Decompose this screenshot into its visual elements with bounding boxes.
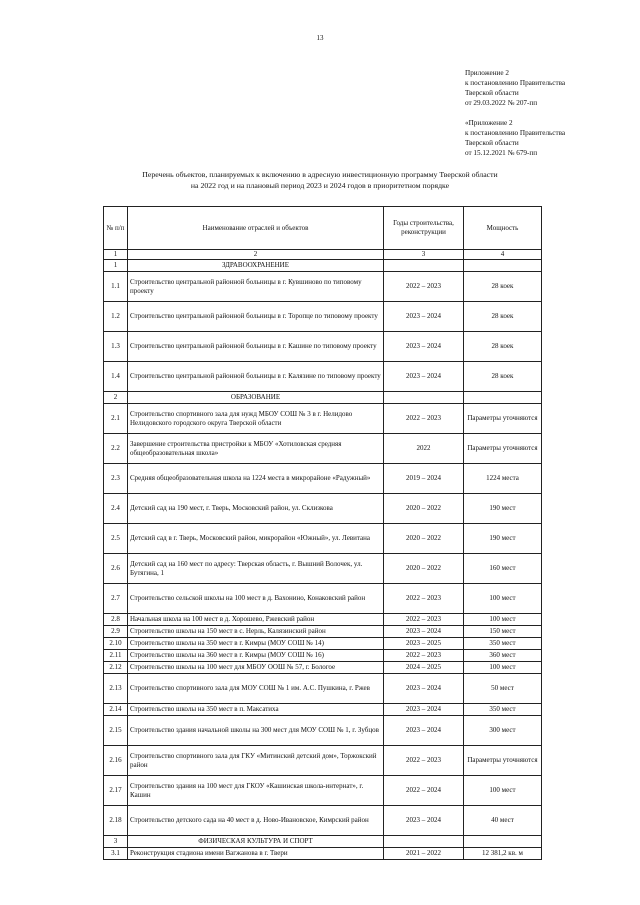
row-years: 2022 – 2023 [384,746,464,776]
row-capacity: 100 мест [464,662,542,674]
row-name: Строительство спортивного зала для МОУ СОШ № 1 им. А.С. Пушкина, г. Ржев [128,674,384,704]
table-row [104,554,542,584]
section-row [104,260,542,272]
table-row [104,524,542,554]
header-name: Наименование отраслей и объектов [128,207,384,250]
row-number: 2.6 [104,554,128,584]
table-row [104,848,542,860]
row-name: Детский сад в г. Тверь, Московский район, микрорайон «Южный», ул. Левитана [128,524,384,554]
column-number: 4 [464,250,542,260]
row-capacity: 190 мест [464,494,542,524]
table-row [104,674,542,704]
row-number: 3 [104,836,128,848]
row-name: Строительство школы на 100 мест для МБОУ ООШ № 57, г. Бологое [128,662,384,674]
row-capacity: 350 мест [464,638,542,650]
row-name: Строительство спортивного зала для ГКУ «Митинский детский дом», Торжокский район [128,746,384,776]
row-years: 2023 – 2024 [384,806,464,836]
row-number: 2.3 [104,464,128,494]
row-number: 2.1 [104,404,128,434]
column-number: 3 [384,250,464,260]
row-name: Детский сад на 160 мест по адресу: Тверская область, г. Вышний Волочек, ул. Бутягина, 1 [128,554,384,584]
row-years: 2023 – 2024 [384,332,464,362]
row-capacity: 150 мест [464,626,542,638]
table-row [104,272,542,302]
row-capacity: 28 коек [464,272,542,302]
row-name: Строительство школы на 350 мест в г. Кимры (МОУ СОШ № 14) [128,638,384,650]
row-years: 2023 – 2024 [384,716,464,746]
table-row [104,704,542,716]
row-capacity: 40 мест [464,806,542,836]
row-number: 2.9 [104,626,128,638]
page-number: 13 [316,34,324,42]
section-name: ЗДРАВООХРАНЕНИЕ [128,260,384,272]
row-number: 2 [104,392,128,404]
row-number: 2.7 [104,584,128,614]
row-years: 2020 – 2022 [384,494,464,524]
appendix-line: от 15.12.2021 № 679-пп [465,149,538,157]
row-years [384,260,464,272]
row-capacity: 190 мест [464,524,542,554]
table-row [104,626,542,638]
row-number: 1.4 [104,362,128,392]
table-body [104,260,542,860]
row-number: 3.1 [104,848,128,860]
row-capacity: 28 коек [464,302,542,332]
objects-table [103,206,542,860]
row-capacity: 160 мест [464,554,542,584]
row-years: 2022 – 2023 [384,650,464,662]
table-row [104,302,542,332]
table-row [104,494,542,524]
table-row [104,806,542,836]
row-years: 2023 – 2024 [384,302,464,332]
title-line: Перечень объектов, планируемых к включению в адресную инвестиционную программу Тверской области [142,170,498,179]
document-title [100,169,540,191]
row-name: Завершение строительства пристройки к МБОУ «Хотиловская средняя общеобразовательная школа» [128,434,384,464]
row-capacity: Параметры уточняются [464,746,542,776]
row-name: Строительство школы на 150 мест в с. Нерль, Калязинский район [128,626,384,638]
row-number: 2.13 [104,674,128,704]
row-years: 2023 – 2024 [384,704,464,716]
row-capacity [464,260,542,272]
row-name: Строительство центральной районной больницы в г. Торопце по типовому проекту [128,302,384,332]
appendix-note [465,68,635,108]
row-capacity: 28 коек [464,362,542,392]
appendix-line: к постановлению Правительства [465,79,566,87]
table-row [104,716,542,746]
table-row [104,332,542,362]
table-row [104,662,542,674]
row-capacity: 100 мест [464,614,542,626]
appendix-line: «Приложение 2 [465,119,513,127]
row-name: Строительство центральной районной больницы в г. Кашине по типовому проекту [128,332,384,362]
row-number: 1.2 [104,302,128,332]
row-number: 2.18 [104,806,128,836]
table-row [104,362,542,392]
row-name: Строительство здания на 100 мест для ГКОУ «Кашинская школа-интернат», г. Кашин [128,776,384,806]
table-row [104,404,542,434]
row-number: 2.4 [104,494,128,524]
row-capacity: 12 381,2 кв. м [464,848,542,860]
row-capacity: Параметры уточняются [464,434,542,464]
appendix-line: Приложение 2 [465,69,509,77]
row-number: 2.15 [104,716,128,746]
row-number: 2.8 [104,614,128,626]
row-years: 2020 – 2022 [384,524,464,554]
row-name: Строительство школы на 360 мест в г. Кимры (МОУ СОШ № 16) [128,650,384,662]
row-years: 2022 – 2023 [384,614,464,626]
row-capacity: 350 мест [464,704,542,716]
table-row [104,584,542,614]
row-name: Средняя общеобразовательная школа на 1224 места в микрорайоне «Радужный» [128,464,384,494]
row-number: 2.16 [104,746,128,776]
appendix-line: Тверской области [465,139,519,147]
section-name: ФИЗИЧЕСКАЯ КУЛЬТУРА И СПОРТ [128,836,384,848]
appendix-line: к постановлению Правительства [465,129,566,137]
row-years: 2020 – 2022 [384,554,464,584]
row-name: Строительство центральной районной больницы в г. Кувшиново по типовому проекту [128,272,384,302]
row-name: Строительство школы на 350 мест в п. Максатиха [128,704,384,716]
table-row [104,614,542,626]
section-row [104,836,542,848]
table-row [104,650,542,662]
row-capacity: 1224 места [464,464,542,494]
row-years: 2022 [384,434,464,464]
row-number: 2.5 [104,524,128,554]
row-years: 2023 – 2024 [384,362,464,392]
row-years: 2023 – 2025 [384,638,464,650]
appendix-original-note [465,118,635,158]
row-number: 1 [104,260,128,272]
row-capacity: 300 мест [464,716,542,746]
row-years: 2022 – 2023 [384,584,464,614]
row-name: Строительство сельской школы на 100 мест в д. Вахонино, Конаковский район [128,584,384,614]
row-capacity: 28 коек [464,332,542,362]
row-number: 2.11 [104,650,128,662]
row-years [384,392,464,404]
table-row [104,638,542,650]
row-name: Строительство детского сада на 40 мест в д. Ново-Ивановское, Кимрский район [128,806,384,836]
row-name: Начальная школа на 100 мест в д. Хорошево, Ржевский район [128,614,384,626]
appendix-line: от 29.03.2022 № 207-пп [465,99,538,107]
table-row [104,746,542,776]
row-years: 2024 – 2025 [384,662,464,674]
row-number: 1.1 [104,272,128,302]
column-numbers-row [104,250,542,260]
row-years [384,836,464,848]
row-name: Детский сад на 190 мест, г. Тверь, Московский район, ул. Склизкова [128,494,384,524]
row-capacity [464,836,542,848]
column-number: 1 [104,250,128,260]
row-years: 2021 – 2022 [384,848,464,860]
header-number: № п/п [104,207,128,250]
row-name: Строительство центральной районной больницы в г. Калязине по типовому проекту [128,362,384,392]
row-capacity [464,392,542,404]
row-number: 2.10 [104,638,128,650]
table-row [104,776,542,806]
section-name: ОБРАЗОВАНИЕ [128,392,384,404]
row-years: 2022 – 2023 [384,272,464,302]
row-years: 2023 – 2024 [384,626,464,638]
row-name: Строительство здания начальной школы на 300 мест для МОУ СОШ № 1, г. Зубцов [128,716,384,746]
section-row [104,392,542,404]
row-capacity: 50 мест [464,674,542,704]
row-years: 2022 – 2024 [384,776,464,806]
row-capacity: 100 мест [464,776,542,806]
row-name: Строительство спортивного зала для нужд МБОУ СОШ № 3 в г. Нелидово Нелидовского городского округа Тверской области [128,404,384,434]
appendix-line: Тверской области [465,89,519,97]
row-number: 1.3 [104,332,128,362]
row-capacity: 100 мест [464,584,542,614]
header-years: Годы строительства, реконструкции [384,207,464,250]
row-number: 2.14 [104,704,128,716]
table-header-row [104,207,542,250]
row-number: 2.12 [104,662,128,674]
row-capacity: Параметры уточняются [464,404,542,434]
row-name: Реконструкция стадиона имени Вагжанова в г. Твери [128,848,384,860]
row-years: 2022 – 2023 [384,404,464,434]
header-capacity: Мощность [464,207,542,250]
table-row [104,464,542,494]
row-number: 2.2 [104,434,128,464]
row-years: 2023 – 2024 [384,674,464,704]
row-number: 2.17 [104,776,128,806]
column-number: 2 [128,250,384,260]
table-row [104,434,542,464]
row-capacity: 360 мест [464,650,542,662]
row-years: 2019 – 2024 [384,464,464,494]
title-line: на 2022 год и на плановый период 2023 и 2024 годов в приоритетном порядке [190,181,450,190]
